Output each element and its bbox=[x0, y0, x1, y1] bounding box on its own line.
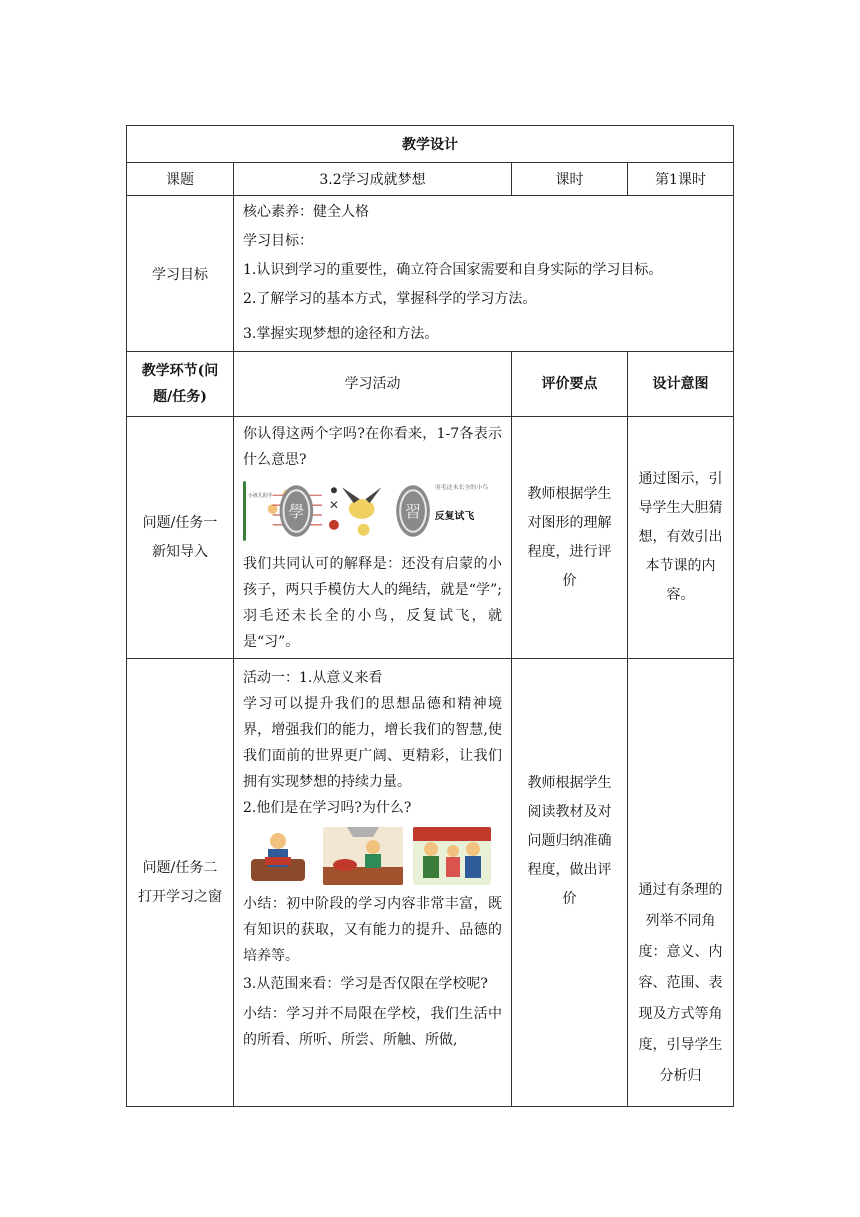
phase-2-cell: 问题/任务二 打开学习之窗 bbox=[127, 659, 234, 1107]
seal-xue-icon bbox=[280, 485, 314, 536]
lesson-plan-table bbox=[126, 125, 734, 1107]
goal-2: 2.了解学习的基本方式，掌握科学的学习方法。 bbox=[243, 291, 537, 307]
goals-heading-line: 学习目标： bbox=[243, 233, 313, 249]
period-label: 课时 bbox=[512, 163, 628, 196]
topic-value: 3.2学习成就梦想 bbox=[234, 163, 512, 196]
character-origin-figure bbox=[243, 475, 502, 547]
evaluation-2: 教师根据学生阅读教材及对问题归纳准确程度，做出评价 bbox=[512, 659, 628, 1107]
svg-text:小孩儿的手: 小孩儿的手 bbox=[247, 493, 273, 500]
summary-2: 小结：学习并不局限在学校，我们生活中的所看、所听、所尝、所触、所做, bbox=[243, 1006, 502, 1048]
evaluation-1: 教师根据学生对图形的理解程度，进行评价 bbox=[512, 417, 628, 659]
activity-column-header: 学习活动 bbox=[234, 352, 512, 417]
core-literacy-line: 核心素养：健全人格 bbox=[243, 204, 369, 220]
question-2: 2.他们是在学习吗?为什么? bbox=[243, 800, 412, 816]
phase-column-header: 教学环节(问 题/任务) bbox=[127, 352, 234, 417]
activity-1-cell bbox=[234, 417, 512, 659]
svg-text:習: 習 bbox=[405, 501, 421, 521]
intent-2: 通过有条理的列举不同角度：意义、内容、范围、表现及方式等角度，引导学生分析归 bbox=[628, 659, 734, 1107]
goals-content bbox=[234, 196, 734, 352]
meaning-paragraph: 学习可以提升我们的思想品德和精神境界，增强我们的能力，增长我们的智慧,使我们面前的世界更广阔、更精彩，让我们拥有实现梦想的持续力量。 bbox=[243, 696, 502, 790]
svg-text:學: 學 bbox=[288, 501, 305, 521]
character-explanation: 我们共同认可的解释是：还没有启蒙的小孩子，两只手模仿大人的绳结，就是“学”;羽毛还未长全的小鸟，反复试飞，就是“习”。 bbox=[243, 556, 502, 650]
activity-title: 活动一：1.从意义来看 bbox=[243, 670, 383, 686]
intent-1: 通过图示，引导学生大胆猜想，有效引出本节课的内容。 bbox=[628, 417, 734, 659]
figure-label-repeat-flight: 反复试飞 bbox=[434, 510, 475, 522]
seal-xi-icon bbox=[396, 485, 430, 536]
goal-3: 3.掌握实现梦想的途径和方法。 bbox=[243, 326, 439, 342]
activity-2-cell bbox=[234, 659, 512, 1107]
period-value: 第1课时 bbox=[628, 163, 734, 196]
summary-1: 小结：初中阶段的学习内容非常丰富，既有知识的获取，又有能力的提升、品德的培养等。 bbox=[243, 896, 502, 964]
phase-1-cell: 问题/任务一 新知导入 bbox=[127, 417, 234, 659]
svg-text:羽毛还未长全的小鸟: 羽毛还未长全的小鸟 bbox=[434, 484, 489, 492]
evaluation-column-header: 评价要点 bbox=[512, 352, 628, 417]
learning-scenes bbox=[243, 827, 502, 885]
intent-column-header: 设计意图 bbox=[628, 352, 734, 417]
table-title: 教学设计 bbox=[127, 126, 734, 163]
question-3: 3.从范围来看：学习是否仅限在学校呢? bbox=[243, 976, 488, 992]
character-figure-svg bbox=[243, 475, 502, 547]
svg-text:✕: ✕ bbox=[328, 498, 339, 513]
cooking-scene-image bbox=[323, 827, 403, 885]
reading-scene-image bbox=[243, 827, 313, 885]
goals-label: 学习目标 bbox=[127, 196, 234, 352]
goal-1: 1.认识到学习的重要性，确立符合国家需要和自身实际的学习目标。 bbox=[243, 262, 663, 278]
family-scene-image bbox=[413, 827, 491, 885]
intro-question: 你认得这两个字吗?在你看来，1-7各表示什么意思? bbox=[243, 426, 502, 468]
topic-label: 课题 bbox=[127, 163, 234, 196]
